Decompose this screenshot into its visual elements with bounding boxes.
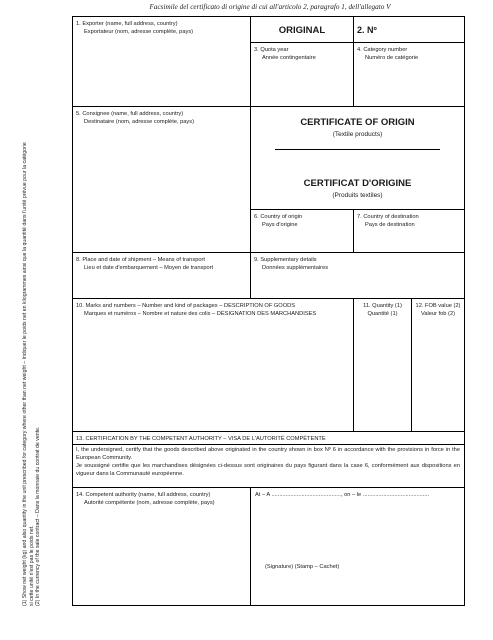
certificate-subtitle-fr: (Produits textiles) [332, 192, 383, 199]
country-origin-label: 6. Country of origin [254, 214, 303, 220]
quantity-sublabel: Quantité (1) [367, 311, 398, 317]
footnote-2: (2) In the currency of the sale contract – Dans la monnaie du contrat de vente. [35, 426, 42, 606]
certificate-title-en: CERTIFICATE OF ORIGIN [300, 117, 415, 128]
certification-divider [73, 444, 464, 445]
box-quantity[interactable] [354, 299, 412, 432]
shipment-sublabel: Lieu et date d'embarquement – Moyen de transport [84, 265, 214, 271]
authority-sublabel: Autorité compétente (nom, adresse complète, pays) [84, 500, 215, 506]
exporter-label: 1. Exporter (name, full address, country) [76, 21, 178, 27]
box-country-origin[interactable] [251, 209, 354, 253]
quota-year-sublabel: Année contingentaire [262, 55, 316, 61]
country-destination-sublabel: Pays de destination [365, 222, 415, 228]
box-competent-authority[interactable] [73, 488, 251, 605]
consignee-sublabel: Destinataire (nom, adresse complète, pays) [84, 119, 195, 125]
box-country-destination[interactable] [354, 209, 464, 253]
fob-label: 12. FOB value (2) [415, 303, 461, 309]
box-certification [73, 432, 464, 488]
box-supplementary[interactable] [251, 253, 464, 299]
category-label: 4. Category number [357, 47, 408, 53]
authority-label: 14. Competent authority (name, full address, country) [76, 492, 211, 498]
number-label: 2. Nº [357, 25, 377, 35]
goods-label: 10. Marks and numbers – Number and kind of packages – DESCRIPTION OF GOODS [76, 303, 296, 309]
certification-text-fr: Je soussigné certifie que les marchandises désignées ci-dessus sont originaires du pays figurant dans la case 6, conformément aux dispositions en vigueur dans la Communauté européenne. [76, 463, 460, 477]
box-consignee[interactable] [73, 107, 251, 253]
signature-stamp-label: (Signature) (Stamp – Cachet) [265, 564, 340, 570]
footnote-1: (1) Show net weight (kg) and also quantity in the unit prescribed for category where other than net weight – Indiquer le poids net en kilogrammes ainsi que la quantité dans l'unité prévue pour la catégorie [22, 142, 28, 606]
goods-sublabel: Marques et numéros – Nombre et nature des colis – DÉSIGNATION DES MARCHANDISES [84, 311, 317, 317]
quantity-label: 11. Quantity (1) [363, 303, 402, 309]
box-fob-value[interactable] [412, 299, 464, 432]
certificate-title-area [251, 107, 464, 209]
place-date-line: At – A ............................................, on – le .......................................... [255, 492, 430, 498]
box-number[interactable] [354, 17, 464, 43]
title-divider [275, 149, 440, 150]
footnotes [22, 46, 70, 606]
country-origin-sublabel: Pays d'origine [262, 222, 298, 228]
certificate-form [72, 16, 465, 606]
certificate-title-fr: CERTIFICAT D'ORIGINE [303, 178, 412, 189]
certificate-subtitle-en: (Textile products) [332, 131, 383, 138]
quota-year-label: 3. Quota year [254, 47, 289, 53]
signature-area[interactable] [251, 488, 464, 605]
footnote-1-cont: si cette unité n'est pas le poids net. [28, 525, 35, 606]
page-header: Facsimile del certificato di origine di cui all'articolo 2, paragrafo 1, dell'allegato V [149, 3, 391, 11]
box-goods-description[interactable] [73, 299, 354, 432]
exporter-sublabel: Exportateur (nom, adresse complète, pays) [84, 29, 194, 35]
fob-sublabel: Valeur fob (2) [420, 311, 456, 317]
box-quota-year[interactable] [251, 43, 354, 107]
country-destination-label: 7. Country of destination [357, 214, 419, 220]
category-sublabel: Numéro de catégorie [365, 55, 419, 61]
certification-label: 13. CERTIFICATION BY THE COMPETENT AUTHORITY – VISA DE L'AUTORITÉ COMPÉTENTE [76, 436, 326, 442]
consignee-label: 5. Consignee (name, full address, country) [76, 111, 184, 117]
supplementary-sublabel: Données supplémentaires [262, 265, 329, 271]
supplementary-label: 9. Supplementary details [254, 257, 317, 263]
box-shipment[interactable] [73, 253, 251, 299]
original-box [251, 17, 354, 43]
box-category-number[interactable] [354, 43, 464, 107]
original-title: ORIGINAL [278, 25, 326, 36]
shipment-label: 8. Place and date of shipment – Means of transport [76, 257, 205, 263]
box-exporter[interactable] [73, 17, 251, 107]
certification-text-en: I, the undersigned, certify that the goods described above originated in the country shown in box Nº 6 in accordance with the provisions in force in the European Community. [76, 447, 460, 461]
